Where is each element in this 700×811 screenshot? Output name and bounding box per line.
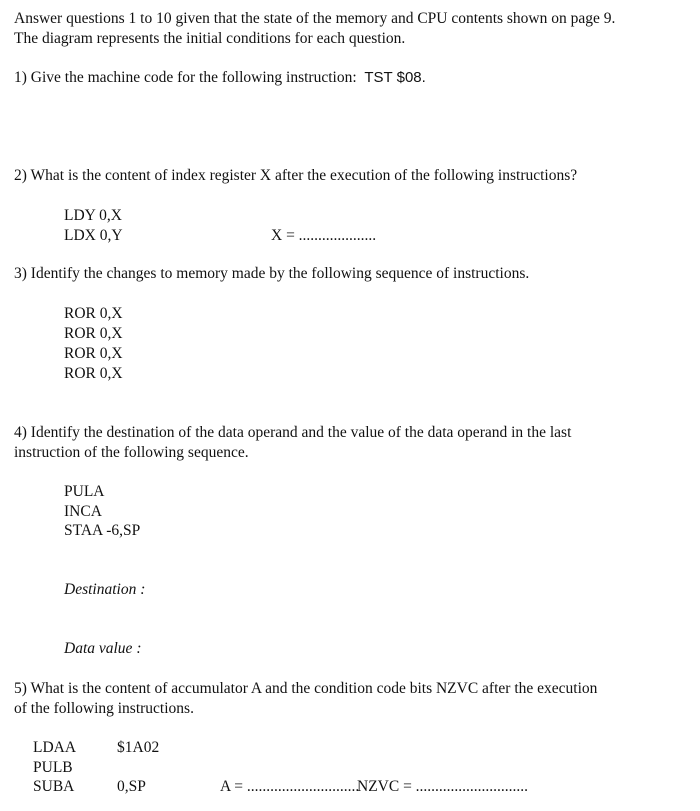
question-3-code-line-4: ROR 0,X (64, 365, 123, 382)
question-5-code-op-3: SUBA (33, 778, 75, 795)
question-2-code-line-2: LDX 0,Y (64, 227, 123, 244)
question-5-code-arg-1: $1A02 (117, 739, 160, 756)
question-5-code-op-1: LDAA (33, 739, 77, 756)
question-1-instruction: TST $08. (364, 69, 426, 86)
question-1 (14, 68, 426, 88)
question-2-code-line-1: LDY 0,X (64, 207, 122, 224)
question-4-code-line-3: STAA -6,SP (64, 522, 141, 539)
question-2-answer-label: X = .................... (271, 227, 377, 244)
question-5-code-op-2: PULB (33, 759, 73, 776)
question-5-code-arg-3: 0,SP (117, 778, 146, 795)
question-5-nzvc-answer-label: NZVC = ............................. (357, 778, 529, 795)
question-5-text-line-2: of the following instructions. (14, 700, 194, 717)
question-4-text-line-2: instruction of the following sequence. (14, 444, 249, 461)
question-1-text: 1) Give the machine code for the following instruction: (14, 69, 357, 86)
question-3-text: 3) Identify the changes to memory made by the following sequence of instructions. (14, 265, 530, 282)
intro-line-1: Answer questions 1 to 10 given that the state of the memory and CPU contents shown on page 9. (14, 10, 616, 27)
question-3-code-line-2: ROR 0,X (64, 325, 123, 342)
question-4-destination-label: Destination : (64, 581, 146, 598)
question-4-code-line-1: PULA (64, 483, 105, 500)
intro-line-2: The diagram represents the initial conditions for each question. (14, 30, 406, 47)
question-5-text-line-1: 5) What is the content of accumulator A and the condition code bits NZVC after the execution (14, 680, 598, 697)
question-4-data-value-label: Data value : (64, 640, 142, 657)
question-4-text-line-1: 4) Identify the destination of the data operand and the value of the data operand in the last (14, 424, 572, 441)
question-3-code-line-1: ROR 0,X (64, 305, 123, 322)
question-4-code-line-2: INCA (64, 503, 102, 520)
question-5-a-answer-label: A = ............................. (220, 778, 360, 795)
question-2-text: 2) What is the content of index register X after the execution of the following instructions? (14, 167, 578, 184)
question-3-code-line-3: ROR 0,X (64, 345, 123, 362)
